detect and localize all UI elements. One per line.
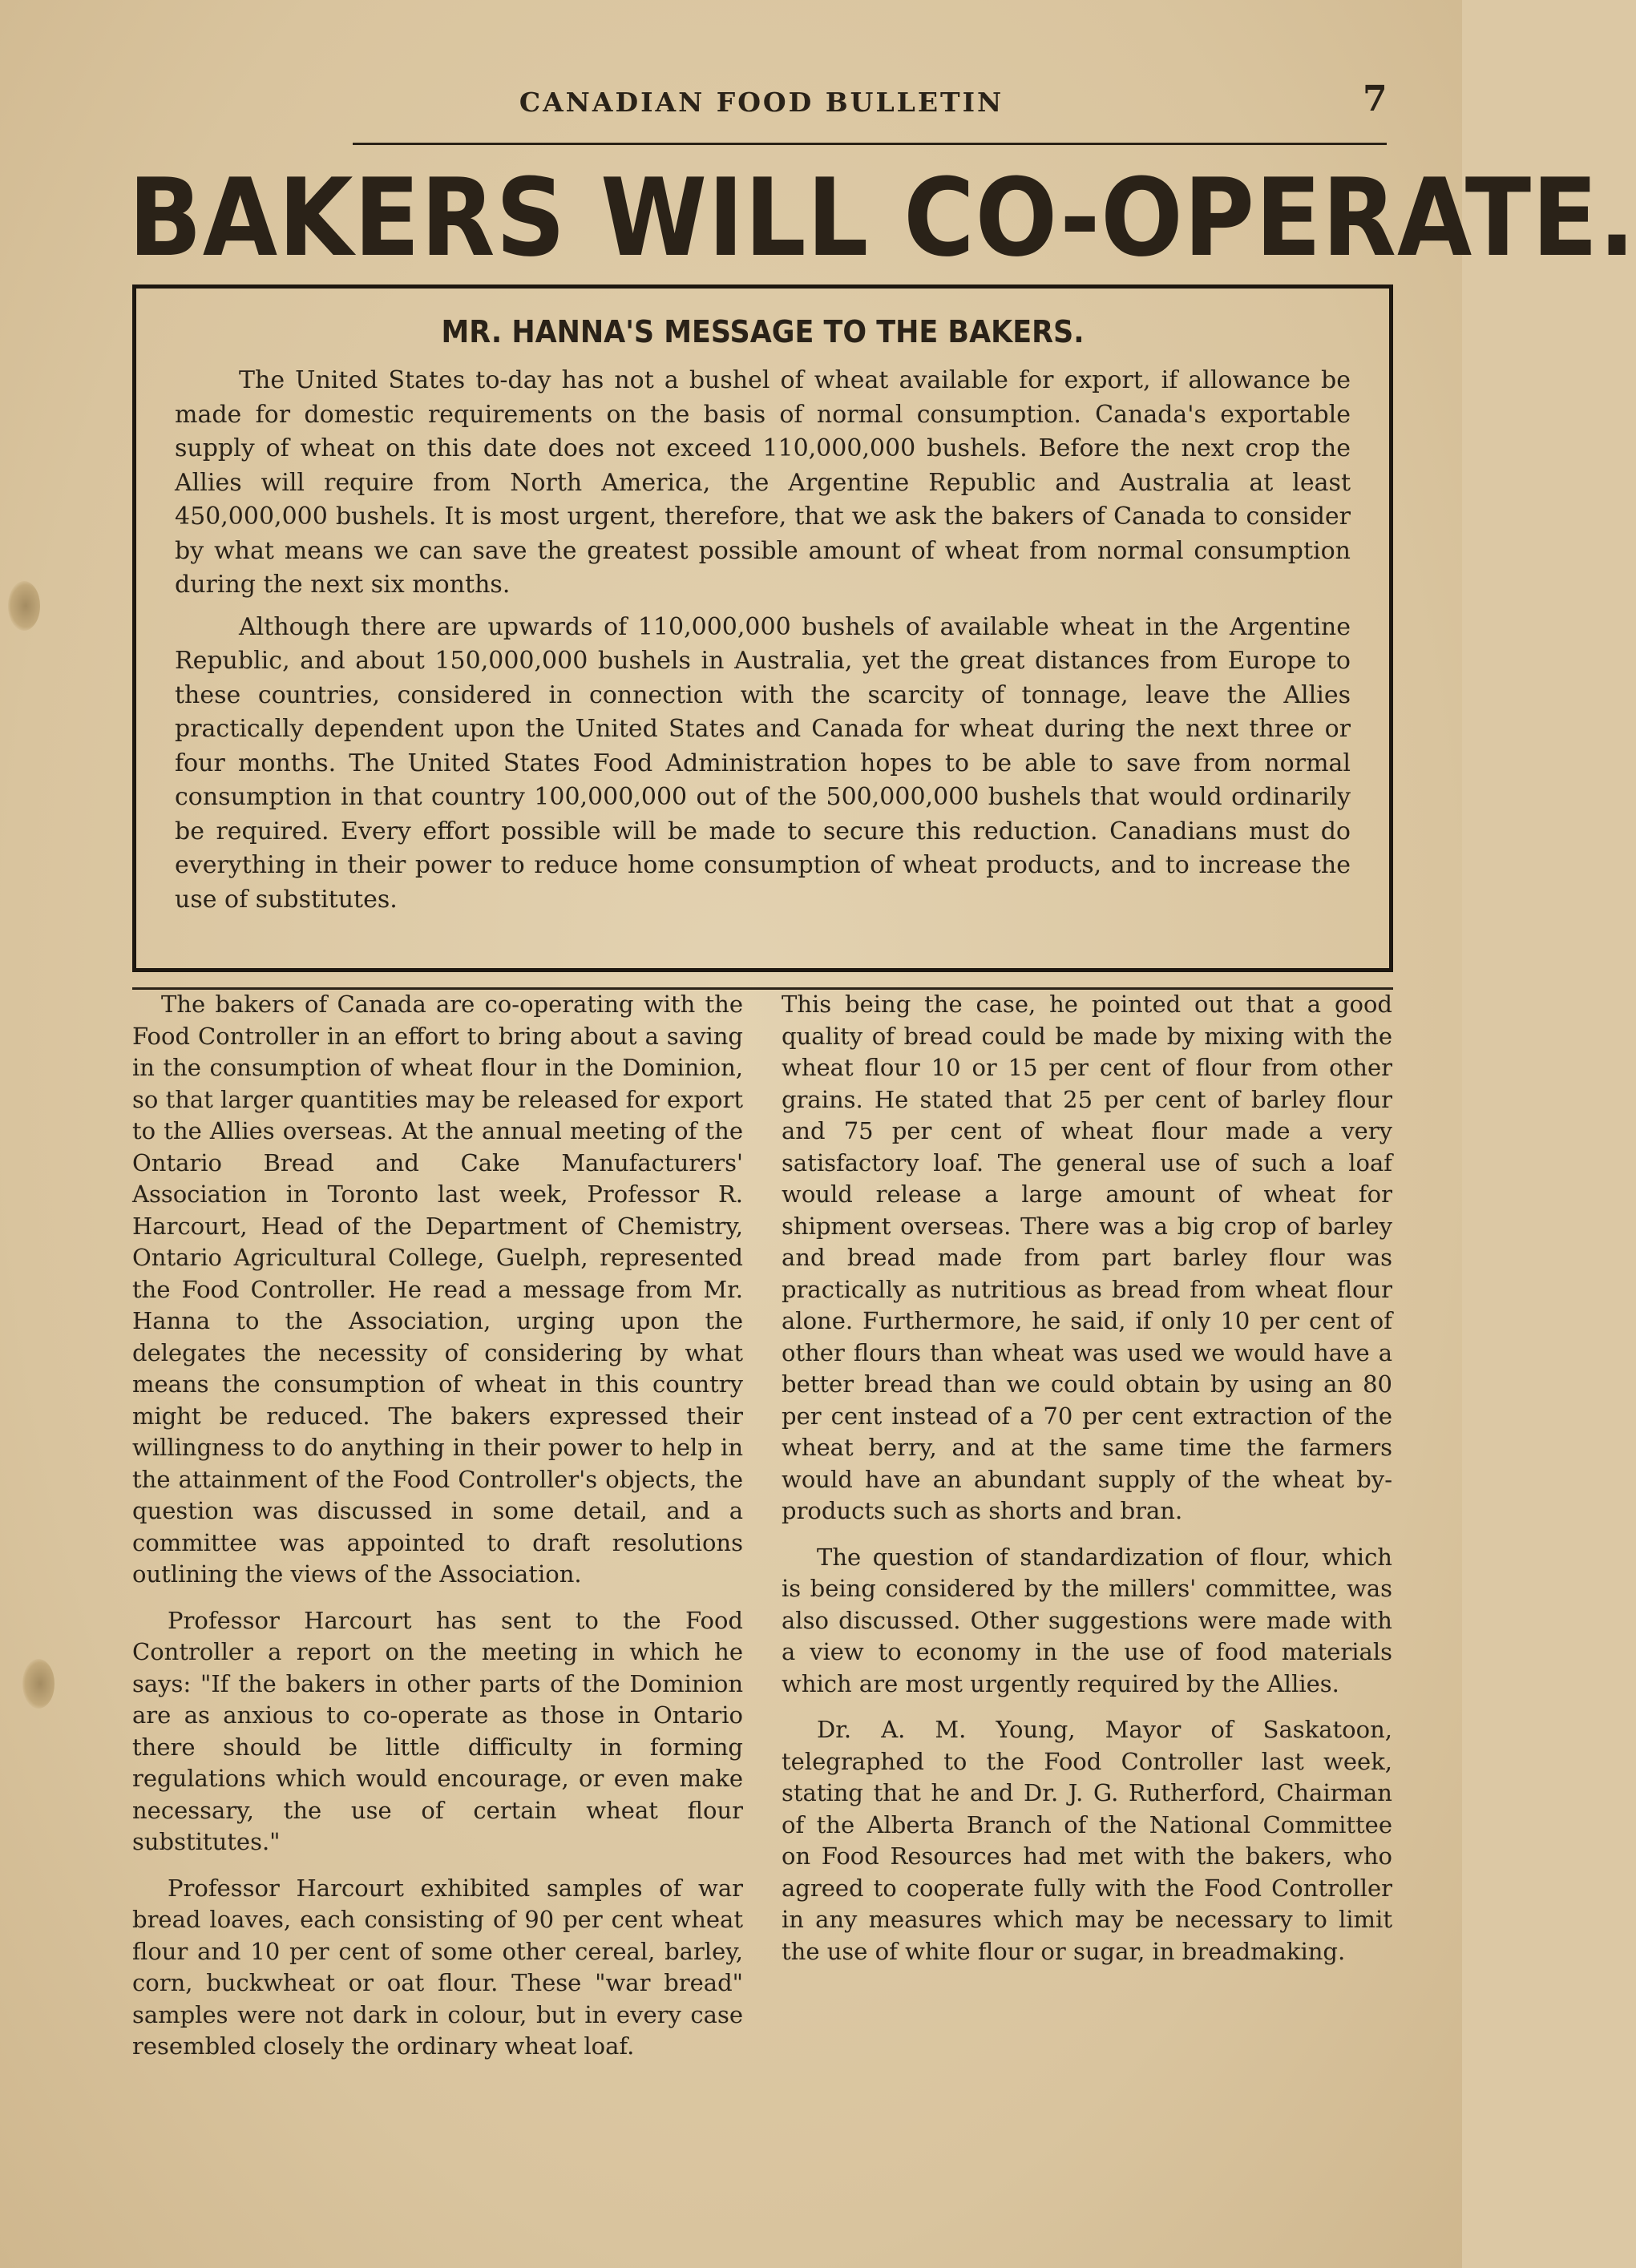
body-paragraph: The question of standardization of flour, which is being considered by the millers' committee, was also discussed. Other suggestions were made with a view to economy in the use of food materials which are most urgently required by the Allies. [782,1543,1392,1697]
message-box [132,285,1393,972]
body-paragraph: Professor Harcourt has sent to the Food Controller a report on the meeting in which he says: "If the bakers in other parts of the Dominion are as anxious to co-operate as those in Ontario there should be little difficulty in forming regulations which would encourage, or even make necessary, the use of certain wheat flour substitutes." [132,1606,743,1855]
body-paragraph: This being the case, he pointed out that a good quality of bread could be made by mixing with the wheat flour 10 or 15 per cent of flour from other grains. He stated that 25 per cent of barley flour and 75 per cent of wheat flour made a very satisfactory loaf. The general use of such a loaf would release a large amount of wheat for shipment overseas. There was a big crop of barley and bread made from part barley flour was practically as nutritious as bread from wheat flour alone. Furthermore, he said, if only 10 per cent of other flours than wheat was used we would have a better bread than we could obtain by using an 80 per cent instead of a 70 per cent extraction of the wheat berry, and at the same time the farmers would have an abundant supply of the wheat by-products such as shorts and bran. [782,991,1392,1524]
body-paragraph: Dr. A. M. Young, Mayor of Saskatoon, telegraphed to the Food Controller last week, stating that he and Dr. J. G. Rutherford, Chairman of the Alberta Branch of the National Committee on Food Resources had met with the bakers, who agreed to cooperate fully with the Food Controller in any measures which may be necessary to limit the use of white flour or sugar, in breadmaking. [782,1716,1392,1965]
body-paragraph: The bakers of Canada are co-operating with the Food Controller in an effort to bring about a saving in the consumption of wheat flour in the Dominion, so that larger quantities may be released for export to the Allies overseas. At the annual meeting of the Ontario Bread and Cake Manufacturers' Association in Toronto last week, Professor R. Harcourt, Head of the Department of Chemistry, Ontario Agricultural College, Guelph, represented the Food Controller. He read a message from Mr. Hanna to the Association, urging upon the delegates the necessity of considering by what means the consumption of wheat in this country might be reduced. The bakers expressed their willingness to do anything in their power to help in the attainment of the Food Controller's objects, the question was discussed in some detail, and a committee was appointed to draft resolutions outlining the views of the Association. [132,991,743,1588]
message-box-title: MR. HANNA'S MESSAGE TO THE BAKERS. [441,314,1085,349]
running-head: CANADIAN FOOD BULLETIN [519,87,1004,118]
punch-hole [8,581,40,631]
message-paragraph: Although there are upwards of 110,000,000 bushels of available wheat in the Argentine Republic, and about 150,000,000 bushels in Australia, yet the great distances from Europe to these countries, considered in connection with the scarcity of tonnage, leave the Allies practically dependent upon the United States and Canada for wheat during the next three or four months. The United States Food Administration hopes to be able to save from normal consumption in that country 100,000,000 out of the 500,000,000 bushels that would ordinarily be required. Every effort possible will be made to secure this reduction. Canadians must do everything in their power to reduce home consumption of wheat products, and to increase the use of substitutes. [175,612,1351,914]
header-rule [353,143,1387,145]
article-headline: BAKERS WILL CO-OPERATE. [128,155,1636,280]
left-column [132,989,743,2077]
right-column [782,989,1392,1982]
body-paragraph: Professor Harcourt exhibited samples of war bread loaves, each consisting of 90 per cent wheat flour and 10 per cent of some other cereal, barley, corn, buckwheat or oat flour. These "war bread" samples were not dark in colour, but in every case resembled closely the ordinary wheat loaf. [132,1874,743,2060]
page-number: 7 [1363,79,1388,119]
punch-hole [22,1659,55,1709]
message-paragraph: The United States to-day has not a bushel of wheat available for export, if allowance be made for domestic requirements on the basis of normal consumption. Canada's exportable supply of wheat on this date does not exceed 110,000,000 bushels. Before the next crop the Allies will require from North America, the Argentine Republic and Australia at least 450,000,000 bushels. It is most urgent, therefore, that we ask the bakers of Canada to consider by what means we can save the greatest possible amount of wheat from normal consumption during the next six months. [175,366,1351,599]
